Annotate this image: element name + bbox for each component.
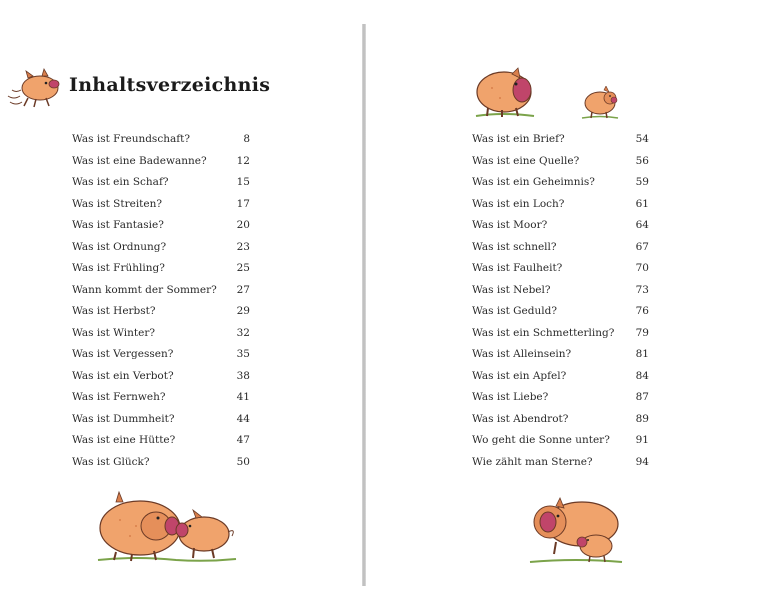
toc-entry[interactable] bbox=[72, 305, 250, 327]
right-page bbox=[366, 0, 765, 612]
toc-entry[interactable] bbox=[72, 434, 250, 456]
page-title: Inhaltsverzeichnis bbox=[69, 74, 271, 96]
toc-entry-page: 29 bbox=[236, 305, 250, 317]
toc-entry-title: Was ist Herbst? bbox=[72, 305, 156, 317]
toc-entry-page: 73 bbox=[635, 283, 649, 296]
piglet-icon bbox=[580, 86, 620, 122]
toc-entry[interactable] bbox=[472, 155, 649, 177]
toc-entry-title: Was ist eine Hütte? bbox=[72, 434, 176, 446]
toc-entry[interactable] bbox=[72, 327, 250, 349]
toc-entry-title: Was ist ein Brief? bbox=[472, 133, 565, 145]
toc-entry-page: 79 bbox=[635, 326, 649, 339]
toc-entry-page: 8 bbox=[243, 133, 250, 145]
toc-entry-title: Was ist Dummheit? bbox=[72, 412, 175, 425]
toc-entry[interactable] bbox=[72, 155, 250, 177]
toc-entry[interactable] bbox=[72, 391, 250, 413]
toc-entry-title: Was ist ein Schmetterling? bbox=[472, 326, 615, 339]
toc-entry[interactable] bbox=[472, 391, 649, 413]
toc-entry[interactable] bbox=[72, 370, 250, 392]
toc-entry-page: 38 bbox=[236, 369, 250, 382]
toc-entry[interactable] bbox=[472, 176, 649, 198]
toc-entry-page: 61 bbox=[635, 197, 649, 210]
toc-entry[interactable] bbox=[72, 133, 250, 155]
toc-entry-title: Wo geht die Sonne unter? bbox=[472, 434, 610, 446]
toc-entry-title: Was ist schnell? bbox=[472, 240, 557, 253]
toc-entry[interactable] bbox=[472, 262, 649, 284]
toc-entry[interactable] bbox=[72, 176, 250, 198]
toc-entry-title: Was ist Nebel? bbox=[472, 283, 551, 296]
toc-entry-page: 56 bbox=[635, 154, 649, 167]
toc-list-right bbox=[472, 133, 649, 477]
jumping-pig-icon bbox=[6, 66, 66, 110]
toc-entry-title: Was ist Fernweh? bbox=[72, 391, 166, 403]
toc-entry-page: 84 bbox=[635, 369, 649, 382]
toc-entry[interactable] bbox=[472, 413, 649, 435]
toc-entry-title: Was ist Streiten? bbox=[72, 197, 162, 210]
toc-entry-page: 59 bbox=[635, 176, 649, 188]
toc-entry[interactable] bbox=[472, 284, 649, 306]
toc-entry-title: Was ist Alleinsein? bbox=[472, 348, 572, 360]
toc-entry-page: 35 bbox=[236, 348, 250, 360]
toc-entry-title: Was ist Abendrot? bbox=[472, 412, 569, 425]
toc-entry-title: Was ist Winter? bbox=[72, 326, 155, 339]
toc-entry[interactable] bbox=[72, 413, 250, 435]
toc-entry[interactable] bbox=[72, 241, 250, 263]
toc-entry-page: 50 bbox=[236, 455, 250, 468]
toc-entry[interactable] bbox=[72, 198, 250, 220]
toc-entry-page: 54 bbox=[635, 133, 649, 145]
toc-entry-title: Was ist ein Apfel? bbox=[472, 369, 567, 382]
toc-entry[interactable] bbox=[472, 241, 649, 263]
toc-entry-page: 20 bbox=[236, 219, 250, 231]
pig-with-piglet-icon bbox=[526, 494, 626, 570]
toc-entry[interactable] bbox=[72, 219, 250, 241]
toc-entry[interactable] bbox=[472, 348, 649, 370]
toc-entry-page: 91 bbox=[635, 434, 649, 446]
toc-entry-title: Was ist Ordnung? bbox=[72, 240, 167, 253]
toc-entry-title: Wie zählt man Sterne? bbox=[472, 455, 593, 468]
toc-entry-title: Was ist Frühling? bbox=[72, 262, 165, 274]
toc-entry-page: 81 bbox=[635, 348, 649, 360]
toc-entry-title: Was ist Liebe? bbox=[472, 391, 549, 403]
toc-entry-title: Was ist Moor? bbox=[472, 219, 548, 231]
toc-entry-title: Wann kommt der Sommer? bbox=[72, 283, 217, 296]
toc-entry[interactable] bbox=[72, 456, 250, 478]
toc-entry-page: 76 bbox=[635, 305, 649, 317]
toc-entry-page: 64 bbox=[635, 219, 649, 231]
toc-entry-title: Was ist Freundschaft? bbox=[72, 133, 190, 145]
toc-entry-page: 70 bbox=[635, 262, 649, 274]
toc-entry-page: 67 bbox=[635, 240, 649, 253]
toc-entry-page: 32 bbox=[236, 326, 250, 339]
toc-entry[interactable] bbox=[472, 198, 649, 220]
toc-list-left bbox=[72, 133, 250, 477]
toc-entry[interactable] bbox=[72, 348, 250, 370]
toc-entry-page: 41 bbox=[236, 391, 250, 403]
toc-entry[interactable] bbox=[472, 219, 649, 241]
toc-entry-page: 23 bbox=[236, 240, 250, 253]
left-page bbox=[0, 0, 362, 612]
toc-entry-page: 17 bbox=[236, 197, 250, 210]
toc-entry-page: 27 bbox=[236, 283, 250, 296]
toc-entry-title: Was ist eine Quelle? bbox=[472, 154, 580, 167]
toc-entry-title: Was ist ein Loch? bbox=[472, 197, 565, 210]
toc-entry[interactable] bbox=[472, 327, 649, 349]
toc-entry[interactable] bbox=[72, 262, 250, 284]
toc-entry-page: 25 bbox=[236, 262, 250, 274]
toc-entry-title: Was ist Geduld? bbox=[472, 305, 557, 317]
toc-entry-title: Was ist Fantasie? bbox=[72, 219, 164, 231]
toc-entry-title: Was ist Glück? bbox=[72, 455, 150, 468]
toc-entry-page: 15 bbox=[236, 176, 250, 188]
toc-entry[interactable] bbox=[472, 434, 649, 456]
toc-entry-title: Was ist ein Schaf? bbox=[72, 176, 169, 188]
two-pigs-icon bbox=[96, 488, 242, 568]
toc-entry-page: 47 bbox=[236, 434, 250, 446]
toc-entry[interactable] bbox=[472, 370, 649, 392]
toc-entry[interactable] bbox=[472, 305, 649, 327]
big-pig-and-piglet-icon bbox=[472, 66, 542, 122]
toc-entry-title: Was ist Faulheit? bbox=[472, 262, 563, 274]
toc-entry-page: 44 bbox=[236, 412, 250, 425]
toc-entry-page: 87 bbox=[635, 391, 649, 403]
toc-entry-title: Was ist ein Verbot? bbox=[72, 369, 174, 382]
toc-entry-page: 12 bbox=[236, 154, 250, 167]
toc-entry-title: Was ist Vergessen? bbox=[72, 348, 174, 360]
toc-entry-page: 94 bbox=[635, 455, 649, 468]
toc-entry-title: Was ist eine Badewanne? bbox=[72, 154, 207, 167]
toc-entry[interactable] bbox=[472, 133, 649, 155]
toc-entry[interactable] bbox=[472, 456, 649, 478]
toc-entry-page: 89 bbox=[635, 412, 649, 425]
toc-entry[interactable] bbox=[72, 284, 250, 306]
toc-entry-title: Was ist ein Geheimnis? bbox=[472, 176, 595, 188]
